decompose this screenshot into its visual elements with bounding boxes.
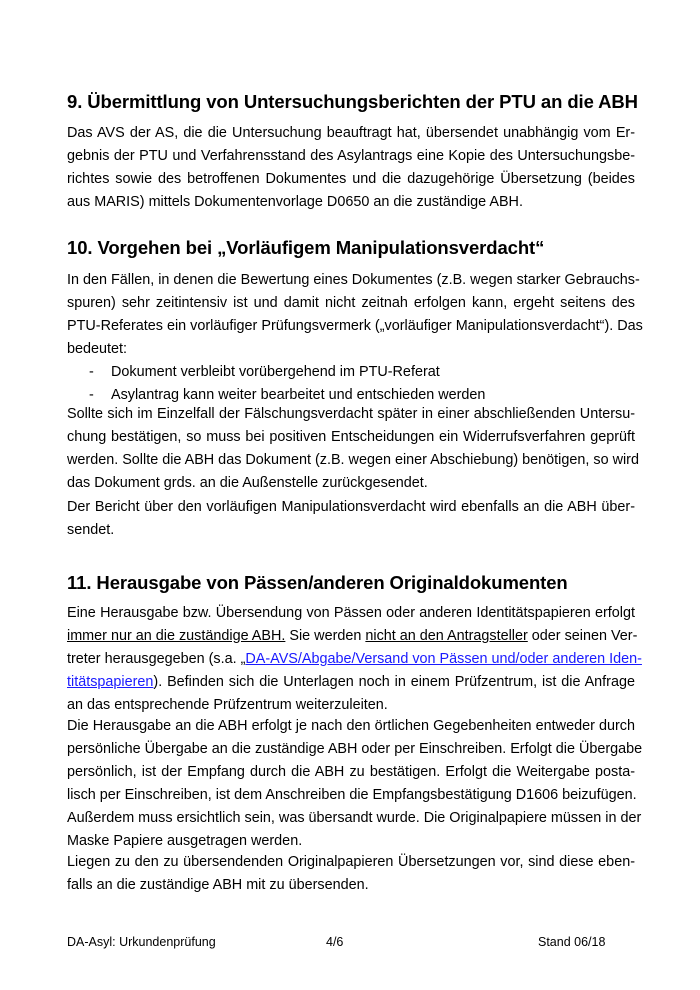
text-line: gebnis der PTU und Verfahrensstand des Asylantrags eine Kopie des Untersuchungsbe- xyxy=(67,147,635,164)
list-item xyxy=(67,361,485,384)
text-line: spuren) sehr zeitintensiv ist und damit nicht zeitnah erfolgen kann, ergeht seitens des xyxy=(67,294,635,311)
text-line: bedeutet: xyxy=(67,340,128,357)
section-9-paragraph xyxy=(67,122,635,214)
text-line: persönlich, ist der Empfang durch die ABH zu bestätigen. Erfolgt die Weitergabe posta- xyxy=(67,763,635,780)
text-line: sendet. xyxy=(67,521,115,538)
text-span: oder seinen Ver- xyxy=(527,627,638,644)
text-line: lisch per Einschreiben, ist dem Anschreiben die Empfangsbestätigung D1606 beizufügen. xyxy=(67,786,637,803)
underlined-text: nicht an den Antragsteller xyxy=(365,627,528,644)
footer-document-title: DA-Asyl: Urkundenprüfung xyxy=(67,935,216,949)
section-10-heading: 10. Vorgehen bei „Vorläufigem Manipulationsverdacht“ xyxy=(67,237,545,258)
list-item-text: Asylantrag kann weiter bearbeitet und entschieden werden xyxy=(111,386,486,403)
text-line: aus MARIS) mittels Dokumentenvorlage D0650 an die zuständige ABH. xyxy=(67,193,523,210)
underlined-text: immer nur an die zuständige ABH. xyxy=(67,627,286,644)
text-line: Eine Herausgabe bzw. Übersendung von Pässen oder anderen Identitätspapieren erfolgt xyxy=(67,605,635,621)
da-avs-reference-link-continued[interactable]: titätspapieren xyxy=(67,673,154,690)
text-line: Außerdem muss ersichtlich sein, was übersandt wurde. Die Originalpapiere müssen in der xyxy=(67,809,642,826)
section-10-paragraph-3 xyxy=(67,496,635,542)
footer-page-number: 4/6 xyxy=(326,935,344,949)
text-line: richtes sowie des betroffenen Dokumentes und die dazugehörige Übersetzung (beides xyxy=(67,170,635,187)
text-line: chung bestätigen, so muss bei positiven Entscheidungen ein Widerrufsverfahren geprüft xyxy=(67,428,635,445)
text-span: Sie werden xyxy=(285,627,366,644)
text-line xyxy=(67,625,638,648)
text-line: falls an die zuständige ABH mit zu übersenden. xyxy=(67,876,369,893)
section-9-heading: 9. Übermittlung von Untersuchungsberichten der PTU an die ABH xyxy=(67,91,638,112)
section-11-heading: 11. Herausgabe von Pässen/anderen Originaldokumenten xyxy=(67,572,568,593)
section-11-paragraph-2 xyxy=(67,715,643,852)
text-line: Das AVS der AS, die die Untersuchung beauftragt hat, übersendet unabhängig vom Er- xyxy=(67,125,635,141)
text-line: PTU-Referates ein vorläufiger Prüfungsvermerk („vorläufiger Manipulationsverdacht“). Das xyxy=(67,317,643,334)
text-line xyxy=(67,671,635,694)
text-span: ). Befinden sich die Unterlagen noch in einem Prüfzentrum, ist die Anfrage xyxy=(153,673,635,690)
text-span: treter herausgegeben (s.a. „ xyxy=(67,650,246,667)
section-10-paragraph-1 xyxy=(67,269,643,361)
text-line: werden. Sollte die ABH das Dokument (z.B. wegen einer Abschiebung) benötigen, so wird xyxy=(67,451,639,468)
text-line xyxy=(67,648,642,671)
text-line: Liegen zu den zu übersendenden Originalpapieren Übersetzungen vor, sind diese eben- xyxy=(67,854,635,870)
text-line: Sollte sich im Einzelfall der Fälschungsverdacht später in einer abschließenden Untersu- xyxy=(67,406,635,422)
section-11-paragraph-3 xyxy=(67,851,635,897)
text-line: persönliche Übergabe an die zuständige ABH oder per Einschreiben. Erfolgt die Übergabe xyxy=(67,740,643,757)
text-line: an das entsprechende Prüfzentrum weiterzuleiten. xyxy=(67,696,388,713)
da-avs-reference-link[interactable]: DA-AVS/Abgabe/Versand von Pässen und/oder anderen Iden- xyxy=(245,650,642,667)
section-10-bullet-list xyxy=(67,361,485,407)
text-line: Maske Papiere ausgetragen werden. xyxy=(67,832,303,849)
text-line: das Dokument grds. an die Außenstelle zurückgesendet. xyxy=(67,474,428,491)
text-line: Der Bericht über den vorläufigen Manipulationsverdacht wird ebenfalls an die ABH über- xyxy=(67,499,635,515)
text-line: Die Herausgabe an die ABH erfolgt je nach den örtlichen Gegebenheiten entweder durch xyxy=(67,718,635,734)
bullet-dash: - xyxy=(89,364,94,380)
section-11-paragraph-1 xyxy=(67,602,642,717)
text-line: In den Fällen, in denen die Bewertung eines Dokumentes (z.B. wegen starker Gebrauchs- xyxy=(67,272,640,288)
section-10-paragraph-2 xyxy=(67,403,639,495)
footer-version-date: Stand 06/18 xyxy=(538,935,606,949)
list-item-text: Dokument verbleibt vorübergehend im PTU-Referat xyxy=(111,364,440,380)
bullet-dash: - xyxy=(89,386,94,403)
